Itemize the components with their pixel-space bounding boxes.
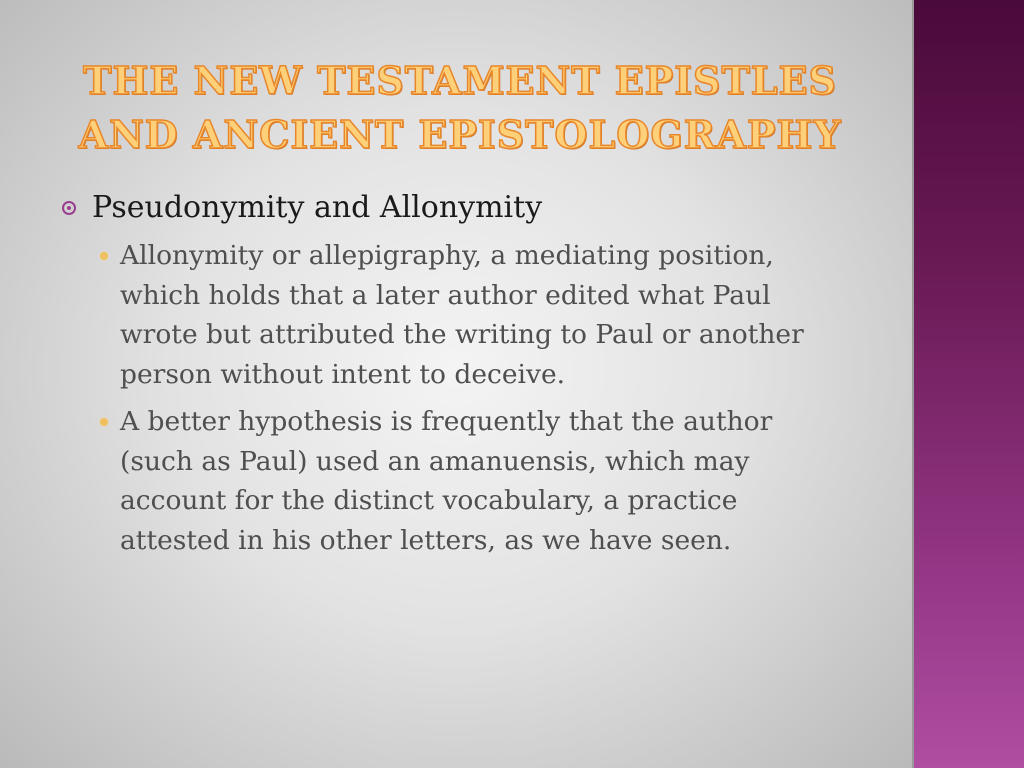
side-decoration-bar (912, 0, 1024, 768)
side-bar-edge (912, 0, 914, 768)
slide-title (40, 54, 880, 162)
sub-bullet-list (62, 236, 852, 560)
slide-title-line-2: AND ANCIENT EPISTOLOGRAPHY (78, 112, 842, 157)
circle-dot-bullet-icon (62, 201, 76, 215)
slide-content (62, 186, 852, 568)
slide-title-line-1: THE NEW TESTAMENT EPISTLES (83, 58, 837, 103)
main-bullet-item (62, 186, 852, 230)
main-bullet-text: Pseudonymity and Allonymity (92, 190, 543, 225)
sub-bullet-text: A better hypothesis is frequently that the author (such as Paul) used an amanuensis, which may account for the distinct vocabulary, a practice attested in his other letters, as we have seen. (120, 406, 773, 556)
sub-bullet-text: Allonymity or allepigraphy, a mediating position, which holds that a later author edited what Paul wrote but attributed the writing to Paul or another person without intent to deceive. (120, 240, 804, 390)
dot-bullet-icon (100, 418, 108, 426)
dot-bullet-icon (100, 252, 108, 260)
sub-bullet-item (120, 402, 852, 560)
sub-bullet-item (120, 236, 852, 394)
